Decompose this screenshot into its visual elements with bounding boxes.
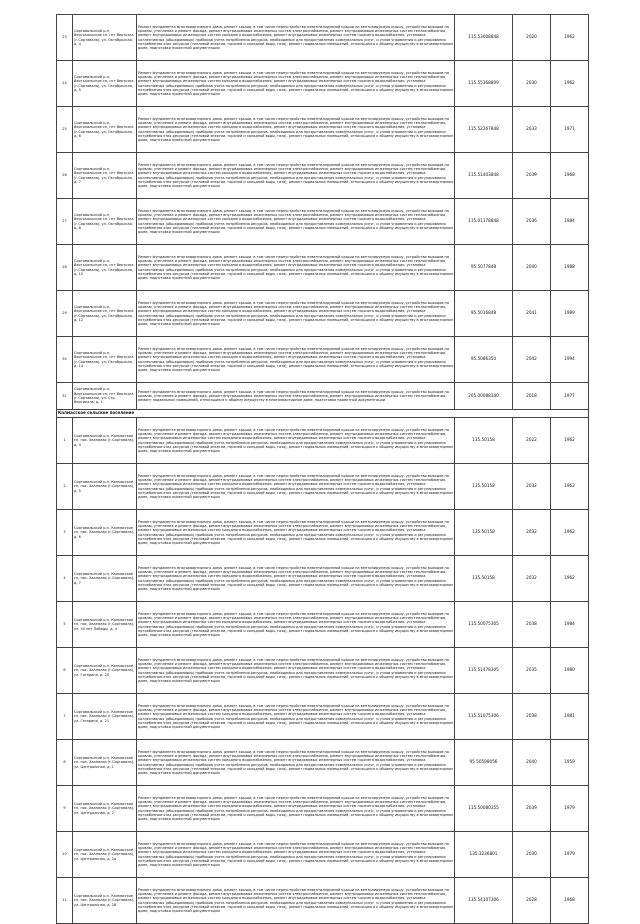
row-year-built: 1962 <box>551 556 589 602</box>
row-year-plan: 2030 <box>513 832 551 878</box>
row-number: 23 <box>57 15 73 61</box>
row-number: 8 <box>57 740 73 786</box>
row-year-built: 1988 <box>551 245 589 291</box>
row-address: Сортавальский р-н, Вертькальское сп, пгт Вертьяга (г.Сортавала), ул. Октябрьская, д. 4 <box>73 15 137 61</box>
row-year-built: 1977 <box>551 383 589 410</box>
table-body-kalmas <box>57 418 589 924</box>
row-code: 205.00088340 <box>455 383 513 410</box>
row-code: 115.50080355 <box>455 786 513 832</box>
row-year-plan: 2033 <box>513 107 551 153</box>
row-address: Сортавальский р-н, Вертькальское сп, пгт Вертьяга (г.Сортавала), ул. Октябрьская, д. 6 <box>73 107 137 153</box>
section-header <box>57 410 589 418</box>
row-work-description: Ремонт фундамента многоквартирного дома, ремонт крыши, в том числе переустройство невентилируемой крыши на вентилируемую крышу, устройство выходов на кровлю, утепление и ремонт фасада, ремонт внутридомовых инженерных систем электроснабжения, ремонт внутридомовых инженерных систем теплоснабжения, ремонт внутридомовых инженерных систем холодного водоснабжения, ремонт внутридомовых инженерных систем горячего водоснабжения, установка коллективных (общедомовых) приборов учета потребления ресурсов, необходимых для предоставления коммунальных услуг, и узлов управления и регулирования потребления этих ресурсов (тепловой энергии, горячей и холодной воды, газа), ремонт подвальных помещений, относящихся к общему имуществу в многоквартирном доме, подготовка проектной документации <box>137 464 455 510</box>
row-year-plan: 2020 <box>513 15 551 61</box>
row-number: 11 <box>57 878 73 924</box>
row-address: Сортавальский р-н, Вертькальское сп, пгт Вертьяга (г.Сортавала), ул. Октябрьская, д. 10 <box>73 245 137 291</box>
row-number: 24 <box>57 61 73 107</box>
row-code: 115.01178848 <box>455 199 513 245</box>
row-number: 4 <box>57 556 73 602</box>
row-code: 135.50158 <box>455 510 513 556</box>
row-address: Сортавальский р-н, Вертькальское сп, пгт Вертьяга (г.Сортавала), ул. Октябрьская, д. 14 <box>73 337 137 383</box>
row-year-plan: 2038 <box>513 602 551 648</box>
row-work-description: Ремонт фундамента многоквартирного дома, ремонт крыши, в том числе переустройство невентилируемой крыши на вентилируемую крышу, устройство выходов на кровлю, утепление и ремонт фасада, ремонт внутридомовых инженерных систем электроснабжения, ремонт внутридомовых инженерных систем теплоснабжения, ремонт внутридомовых инженерных систем холодного водоснабжения, ремонт внутридомовых инженерных систем горячего водоснабжения, установка коллективных (общедомовых) приборов учета потребления ресурсов, необходимых для предоставления коммунальных услуг, и узлов управления и регулирования потребления этих ресурсов (тепловой энергии, горячей и холодной воды, газа), ремонт подвальных помещений, относящихся к общему имуществу в многоквартирном доме, подготовка проектной документации <box>137 740 455 786</box>
row-year-built: 1994 <box>551 337 589 383</box>
row-year-built: 1962 <box>551 61 589 107</box>
row-address: Сортавальский р-н, Калмасское сп, пос. Хаапалао (г.Сортавала), ул. Центральная, д. 2б <box>73 878 137 924</box>
row-year-built: 1959 <box>551 740 589 786</box>
row-code: 95.5077848 <box>455 245 513 291</box>
table-row <box>57 694 589 740</box>
row-address: Сортавальский р-н, Калмасское сп, пос. Хаапалао (г.Сортавала), ул. Центральная, д. 1 <box>73 740 137 786</box>
row-work-description: Ремонт фундамента многоквартирного дома, ремонт крыши, в том числе переустройство невентилируемой крыши на вентилируемую крышу, устройство выходов на кровлю, утепление и ремонт фасада, ремонт внутридомовых инженерных систем электроснабжения, ремонт внутридомовых инженерных систем теплоснабжения, ремонт внутридомовых инженерных систем холодного водоснабжения, ремонт внутридомовых инженерных систем горячего водоснабжения, установка коллективных (общедомовых) приборов учета потребления ресурсов, необходимых для предоставления коммунальных услуг, и узлов управления и регулирования потребления этих ресурсов (тепловой энергии, горячей и холодной воды, газа), ремонт подвальных помещений, относящихся к общему имуществу в многоквартирном доме, подготовка проектной документации <box>137 418 455 464</box>
row-year-plan: 2039 <box>513 153 551 199</box>
row-year-built: 1981 <box>551 694 589 740</box>
row-code: 135.50158 <box>455 418 513 464</box>
row-work-description: Ремонт фундамента многоквартирного дома, ремонт крыши, в том числе переустройство невентилируемой крыши на вентилируемую крышу, устройство выходов на кровлю, утепление и ремонт фасада, ремонт внутридомовых инженерных систем электроснабжения, ремонт внутридомовых инженерных систем теплоснабжения, ремонт внутридомовых инженерных систем холодного водоснабжения, ремонт внутридомовых инженерных систем горячего водоснабжения, установка коллективных (общедомовых) приборов учета потребления ресурсов, необходимых для предоставления коммунальных услуг, и узлов управления и регулирования потребления этих ресурсов (тепловой энергии, горячей и холодной воды, газа), ремонт подвальных помещений, относящихся к общему имуществу в многоквартирном доме, подготовка проектной документации <box>137 337 455 383</box>
table-row <box>57 556 589 602</box>
table-row <box>57 740 589 786</box>
row-number: 6 <box>57 648 73 694</box>
row-year-plan: 2040 <box>513 245 551 291</box>
row-work-description: Ремонт фундамента многоквартирного дома, ремонт крыши, в том числе переустройство невентилируемой крыши на вентилируемую крышу, устройство выходов на кровлю, утепление и ремонт фасада, ремонт внутридомовых инженерных систем электроснабжения, ремонт внутридомовых инженерных систем теплоснабжения, ремонт подвальных помещений, относящихся к общему имуществу в многоквартирном доме, подготовка проектной документации <box>137 383 455 410</box>
row-address: Сортавальский р-н, Калмасское сп, пос. Хаапалао (г.Сортавала), д. 5 <box>73 464 137 510</box>
row-code: 115.53008848 <box>455 15 513 61</box>
table-row <box>57 245 589 291</box>
row-year-plan: 2030 <box>513 61 551 107</box>
row-year-plan: 2038 <box>513 694 551 740</box>
row-year-built: 1968 <box>551 153 589 199</box>
row-work-description: Ремонт фундамента многоквартирного дома, ремонт крыши, в том числе переустройство невентилируемой крыши на вентилируемую крышу, устройство выходов на кровлю, утепление и ремонт фасада, ремонт внутридомовых инженерных систем электроснабжения, ремонт внутридомовых инженерных систем теплоснабжения, ремонт внутридомовых инженерных систем холодного водоснабжения, ремонт внутридомовых инженерных систем горячего водоснабжения, установка коллективных (общедомовых) приборов учета потребления ресурсов, необходимых для предоставления коммунальных услуг, и узлов управления и регулирования потребления этих ресурсов (тепловой энергии, горячей и холодной воды, газа), ремонт подвальных помещений, относящихся к общему имуществу в многоквартирном доме, подготовка проектной документации <box>137 602 455 648</box>
row-address: Сортавальский р-н, Вертькальское сп, пгт Вертьяга (г.Сортавала), ул. Октябрьская, д. 8 <box>73 199 137 245</box>
table-row <box>57 464 589 510</box>
row-work-description: Ремонт фундамента многоквартирного дома, ремонт крыши, в том числе переустройство невентилируемой крыши на вентилируемую крышу, устройство выходов на кровлю, утепление и ремонт фасада, ремонт внутридомовых инженерных систем электроснабжения, ремонт внутридомовых инженерных систем теплоснабжения, ремонт внутридомовых инженерных систем холодного водоснабжения, ремонт внутридомовых инженерных систем горячего водоснабжения, установка коллективных (общедомовых) приборов учета потребления ресурсов, необходимых для предоставления коммунальных услуг, и узлов управления и регулирования потребления этих ресурсов (тепловой энергии, горячей и холодной воды, газа), ремонт подвальных помещений, относящихся к общему имуществу в многоквартирном доме, подготовка проектной документации <box>137 245 455 291</box>
row-code: 135.54107306 <box>455 878 513 924</box>
table-row <box>57 15 589 61</box>
row-year-built: 1962 <box>551 15 589 61</box>
row-code: 115.55368809 <box>455 61 513 107</box>
row-year-built: 1971 <box>551 107 589 153</box>
row-address: Сортавальский р-н, Калмасское сп, пос. Хаапалао (г.Сортавала), ул. Центральная, д. 2 <box>73 786 137 832</box>
row-year-plan: 2041 <box>513 291 551 337</box>
row-address: Сортавальский р-н, Калмасское сп, пос. Хаапалао (г.Сортавала), ул. Гагарина, д. 21 <box>73 694 137 740</box>
row-year-plan: 2039 <box>513 786 551 832</box>
row-year-built: 1984 <box>551 199 589 245</box>
table-body-vertyaga <box>57 15 589 410</box>
row-address: Сортавальский р-н, Калмасское сп, пос. Хаапалао (г.Сортавала), д. 6 <box>73 510 137 556</box>
row-work-description: Ремонт фундамента многоквартирного дома, ремонт крыши, в том числе переустройство невентилируемой крыши на вентилируемую крышу, устройство выходов на кровлю, утепление и ремонт фасада, ремонт внутридомовых инженерных систем электроснабжения, ремонт внутридомовых инженерных систем теплоснабжения, ремонт внутридомовых инженерных систем холодного водоснабжения, ремонт внутридомовых инженерных систем горячего водоснабжения, установка коллективных (общедомовых) приборов учета потребления ресурсов, необходимых для предоставления коммунальных услуг, и узлов управления и регулирования потребления этих ресурсов (тепловой энергии, горячей и холодной воды, газа), ремонт подвальных помещений, относящихся к общему имуществу в многоквартирном доме, подготовка проектной документации <box>137 648 455 694</box>
row-year-built: 1979 <box>551 832 589 878</box>
table-row <box>57 648 589 694</box>
table-row <box>57 337 589 383</box>
row-year-built: 1962 <box>551 510 589 556</box>
row-address: Сортавальский р-н, Калмасское сп, пос. Хаапалао (г.Сортавала), ул. 40 лет Победы, д. 4 <box>73 602 137 648</box>
row-year-built: 1984 <box>551 602 589 648</box>
row-number: 10 <box>57 832 73 878</box>
capital-repair-table <box>56 14 589 924</box>
row-work-description: Ремонт фундамента многоквартирного дома, ремонт крыши, в том числе переустройство невентилируемой крыши на вентилируемую крышу, устройство выходов на кровлю, утепление и ремонт фасада, ремонт внутридомовых инженерных систем электроснабжения, ремонт внутридомовых инженерных систем теплоснабжения, ремонт внутридомовых инженерных систем холодного водоснабжения, ремонт внутридомовых инженерных систем горячего водоснабжения, установка коллективных (общедомовых) приборов учета потребления ресурсов, необходимых для предоставления коммунальных услуг, и узлов управления и регулирования потребления этих ресурсов (тепловой энергии, горячей и холодной воды, газа), ремонт подвальных помещений, относящихся к общему имуществу в многоквартирном доме, подготовка проектной документации <box>137 694 455 740</box>
row-number: 2 <box>57 464 73 510</box>
row-work-description: Ремонт фундамента многоквартирного дома, ремонт крыши, в том числе переустройство невентилируемой крыши на вентилируемую крышу, устройство выходов на кровлю, утепление и ремонт фасада, ремонт внутридомовых инженерных систем электроснабжения, ремонт внутридомовых инженерных систем теплоснабжения, ремонт внутридомовых инженерных систем холодного водоснабжения, ремонт внутридомовых инженерных систем горячего водоснабжения, установка коллективных (общедомовых) приборов учета потребления ресурсов, необходимых для предоставления коммунальных услуг, и узлов управления и регулирования потребления этих ресурсов (тепловой энергии, горячей и холодной воды, газа), ремонт подвальных помещений, относящихся к общему имуществу в многоквартирном доме, подготовка проектной документации <box>137 15 455 61</box>
row-address: Сортавальский р-н, Калмасское сп, пос. Хаапалао (г.Сортавала), д. 4 <box>73 418 137 464</box>
table-row <box>57 61 589 107</box>
table-row <box>57 107 589 153</box>
row-work-description: Ремонт фундамента многоквартирного дома, ремонт крыши, в том числе переустройство невентилируемой крыши на вентилируемую крышу, устройство выходов на кровлю, утепление и ремонт фасада, ремонт внутридомовых инженерных систем электроснабжения, ремонт внутридомовых инженерных систем теплоснабжения, ремонт внутридомовых инженерных систем холодного водоснабжения, ремонт внутридомовых инженерных систем горячего водоснабжения, установка коллективных (общедомовых) приборов учета потребления ресурсов, необходимых для предоставления коммунальных услуг, и узлов управления и регулирования потребления этих ресурсов (тепловой энергии, горячей и холодной воды, газа), ремонт подвальных помещений, относящихся к общему имуществу в многоквартирном доме, подготовка проектной документации <box>137 878 455 924</box>
row-address: Сортавальский р-н, Вертькальское сп, пгт Вертьяга (г.Сортавала), ул. Октябрьская, д. 7 <box>73 153 137 199</box>
table-row <box>57 510 589 556</box>
row-code: 115.51403848 <box>455 153 513 199</box>
row-number: 3 <box>57 510 73 556</box>
row-work-description: Ремонт фундамента многоквартирного дома, ремонт крыши, в том числе переустройство невентилируемой крыши на вентилируемую крышу, устройство выходов на кровлю, утепление и ремонт фасада, ремонт внутридомовых инженерных систем электроснабжения, ремонт внутридомовых инженерных систем теплоснабжения, ремонт внутридомовых инженерных систем холодного водоснабжения, ремонт внутридомовых инженерных систем горячего водоснабжения, установка коллективных (общедомовых) приборов учета потребления ресурсов, необходимых для предоставления коммунальных услуг, и узлов управления и регулирования потребления этих ресурсов (тепловой энергии, горячей и холодной воды, газа), ремонт подвальных помещений, относящихся к общему имуществу в многоквартирном доме, подготовка проектной документации <box>137 61 455 107</box>
row-year-built: 1962 <box>551 418 589 464</box>
row-code: 95.50598056 <box>455 740 513 786</box>
row-number: 5 <box>57 602 73 648</box>
row-number: 29 <box>57 291 73 337</box>
row-number: 7 <box>57 694 73 740</box>
row-code: 115.51478305 <box>455 648 513 694</box>
row-code: 115.52267848 <box>455 107 513 153</box>
row-work-description: Ремонт фундамента многоквартирного дома, ремонт крыши, в том числе переустройство невентилируемой крыши на вентилируемую крышу, устройство выходов на кровлю, утепление и ремонт фасада, ремонт внутридомовых инженерных систем электроснабжения, ремонт внутридомовых инженерных систем теплоснабжения, ремонт внутридомовых инженерных систем холодного водоснабжения, ремонт внутридомовых инженерных систем горячего водоснабжения, установка коллективных (общедомовых) приборов учета потребления ресурсов, необходимых для предоставления коммунальных услуг, и узлов управления и регулирования потребления этих ресурсов (тепловой энергии, горячей и холодной воды, газа), ремонт подвальных помещений, относящихся к общему имуществу в многоквартирном доме, подготовка проектной документации <box>137 291 455 337</box>
table-row <box>57 383 589 410</box>
row-work-description: Ремонт фундамента многоквартирного дома, ремонт крыши, в том числе переустройство невентилируемой крыши на вентилируемую крышу, устройство выходов на кровлю, утепление и ремонт фасада, ремонт внутридомовых инженерных систем электроснабжения, ремонт внутридомовых инженерных систем теплоснабжения, ремонт внутридомовых инженерных систем холодного водоснабжения, ремонт внутридомовых инженерных систем горячего водоснабжения, установка коллективных (общедомовых) приборов учета потребления ресурсов, необходимых для предоставления коммунальных услуг, и узлов управления и регулирования потребления этих ресурсов (тепловой энергии, горячей и холодной воды, газа), ремонт подвальных помещений, относящихся к общему имуществу в многоквартирном доме, подготовка проектной документации <box>137 786 455 832</box>
table-row <box>57 832 589 878</box>
row-work-description: Ремонт фундамента многоквартирного дома, ремонт крыши, в том числе переустройство невентилируемой крыши на вентилируемую крышу, устройство выходов на кровлю, утепление и ремонт фасада, ремонт внутридомовых инженерных систем электроснабжения, ремонт внутридомовых инженерных систем теплоснабжения, ремонт внутридомовых инженерных систем холодного водоснабжения, ремонт внутридомовых инженерных систем горячего водоснабжения, установка коллективных (общедомовых) приборов учета потребления ресурсов, необходимых для предоставления коммунальных услуг, и узлов управления и регулирования потребления этих ресурсов (тепловой энергии, горячей и холодной воды, газа), ремонт подвальных помещений, относящихся к общему имуществу в многоквартирном доме, подготовка проектной документации <box>137 153 455 199</box>
row-work-description: Ремонт фундамента многоквартирного дома, ремонт крыши, в том числе переустройство невентилируемой крыши на вентилируемую крышу, устройство выходов на кровлю, утепление и ремонт фасада, ремонт внутридомовых инженерных систем электроснабжения, ремонт внутридомовых инженерных систем теплоснабжения, ремонт внутридомовых инженерных систем холодного водоснабжения, ремонт внутридомовых инженерных систем горячего водоснабжения, установка коллективных (общедомовых) приборов учета потребления ресурсов, необходимых для предоставления коммунальных услуг, и узлов управления и регулирования потребления этих ресурсов (тепловой энергии, горячей и холодной воды, газа), ремонт подвальных помещений, относящихся к общему имуществу в многоквартирном доме, подготовка проектной документации <box>137 832 455 878</box>
row-code: 115.50075305 <box>455 602 513 648</box>
row-work-description: Ремонт фундамента многоквартирного дома, ремонт крыши, в том числе переустройство невентилируемой крыши на вентилируемую крышу, устройство выходов на кровлю, утепление и ремонт фасада, ремонт внутридомовых инженерных систем электроснабжения, ремонт внутридомовых инженерных систем теплоснабжения, ремонт внутридомовых инженерных систем холодного водоснабжения, ремонт внутридомовых инженерных систем горячего водоснабжения, установка коллективных (общедомовых) приборов учета потребления ресурсов, необходимых для предоставления коммунальных услуг, и узлов управления и регулирования потребления этих ресурсов (тепловой энергии, горячей и холодной воды, газа), ремонт подвальных помещений, относящихся к общему имуществу в многоквартирном доме, подготовка проектной документации <box>137 107 455 153</box>
row-code: 135.50158 <box>455 556 513 602</box>
table-row <box>57 153 589 199</box>
section-title: Калмасское сельское поселение <box>57 410 589 418</box>
row-year-plan: 2042 <box>513 337 551 383</box>
row-address: Сортавальский р-н, Вертькальское сп, пгт Вертьяга (г.Сортавала), ул. Стр. Вертикаль, д. 1 <box>73 383 137 410</box>
row-address: Сортавальский р-н, Калмасское сп, пос. Хаапалао (г.Сортавала), ул. Центральная, д. 2а <box>73 832 137 878</box>
row-work-description: Ремонт фундамента многоквартирного дома, ремонт крыши, в том числе переустройство невентилируемой крыши на вентилируемую крышу, устройство выходов на кровлю, утепление и ремонт фасада, ремонт внутридомовых инженерных систем электроснабжения, ремонт внутридомовых инженерных систем теплоснабжения, ремонт внутридомовых инженерных систем холодного водоснабжения, ремонт внутридомовых инженерных систем горячего водоснабжения, установка коллективных (общедомовых) приборов учета потребления ресурсов, необходимых для предоставления коммунальных услуг, и узлов управления и регулирования потребления этих ресурсов (тепловой энергии, горячей и холодной воды, газа), ремонт подвальных помещений, относящихся к общему имуществу в многоквартирном доме, подготовка проектной документации <box>137 199 455 245</box>
table-row <box>57 602 589 648</box>
row-number: 25 <box>57 107 73 153</box>
row-code: 135.3236801 <box>455 832 513 878</box>
row-year-built: 1980 <box>551 648 589 694</box>
row-address: Сортавальский р-н, Калмасское сп, пос. Хаапалао (г.Сортавала), ул. Гагарина, д. 20 <box>73 648 137 694</box>
row-year-plan: 2028 <box>513 878 551 924</box>
row-year-built: 1968 <box>551 878 589 924</box>
row-address: Сортавальский р-н, Калмасское сп, пос. Хаапалао (г.Сортавала), д. 7 <box>73 556 137 602</box>
row-code: 135.50158 <box>455 464 513 510</box>
table-row <box>57 418 589 464</box>
row-address: Сортавальский р-н, Вертькальское сп, пгт Вертьяга (г.Сортавала), ул. Октябрьская, д. 5 <box>73 61 137 107</box>
row-year-plan: 2035 <box>513 648 551 694</box>
row-year-built: 1979 <box>551 786 589 832</box>
table-row <box>57 786 589 832</box>
table-row <box>57 199 589 245</box>
row-number: 9 <box>57 786 73 832</box>
row-number: 28 <box>57 245 73 291</box>
row-number: 30 <box>57 337 73 383</box>
row-code: 95.5016848 <box>455 291 513 337</box>
row-year-built: 1989 <box>551 291 589 337</box>
table-row <box>57 291 589 337</box>
row-year-plan: 2036 <box>513 199 551 245</box>
row-year-plan: 2032 <box>513 464 551 510</box>
row-code: 95.5086350 <box>455 337 513 383</box>
row-year-plan: 2022 <box>513 418 551 464</box>
row-year-plan: 2040 <box>513 740 551 786</box>
row-year-plan: 2018 <box>513 383 551 410</box>
row-number: 1 <box>57 418 73 464</box>
row-year-plan: 2032 <box>513 510 551 556</box>
row-number: 27 <box>57 199 73 245</box>
row-work-description: Ремонт фундамента многоквартирного дома, ремонт крыши, в том числе переустройство невентилируемой крыши на вентилируемую крышу, устройство выходов на кровлю, утепление и ремонт фасада, ремонт внутридомовых инженерных систем электроснабжения, ремонт внутридомовых инженерных систем теплоснабжения, ремонт внутридомовых инженерных систем холодного водоснабжения, ремонт внутридомовых инженерных систем горячего водоснабжения, установка коллективных (общедомовых) приборов учета потребления ресурсов, необходимых для предоставления коммунальных услуг, и узлов управления и регулирования потребления этих ресурсов (тепловой энергии, горячей и холодной воды, газа), ремонт подвальных помещений, относящихся к общему имуществу в многоквартирном доме, подготовка проектной документации <box>137 510 455 556</box>
table-row <box>57 878 589 924</box>
row-code: 115.51075306 <box>455 694 513 740</box>
row-year-plan: 2032 <box>513 556 551 602</box>
row-number: 31 <box>57 383 73 410</box>
row-work-description: Ремонт фундамента многоквартирного дома, ремонт крыши, в том числе переустройство невентилируемой крыши на вентилируемую крышу, устройство выходов на кровлю, утепление и ремонт фасада, ремонт внутридомовых инженерных систем электроснабжения, ремонт внутридомовых инженерных систем теплоснабжения, ремонт внутридомовых инженерных систем холодного водоснабжения, ремонт внутридомовых инженерных систем горячего водоснабжения, установка коллективных (общедомовых) приборов учета потребления ресурсов, необходимых для предоставления коммунальных услуг, и узлов управления и регулирования потребления этих ресурсов (тепловой энергии, горячей и холодной воды, газа), ремонт подвальных помещений, относящихся к общему имуществу в многоквартирном доме, подготовка проектной документации <box>137 556 455 602</box>
row-address: Сортавальский р-н, Вертькальское сп, пгт Вертьяга (г.Сортавала), ул. Октябрьская, д. 12 <box>73 291 137 337</box>
row-number: 26 <box>57 153 73 199</box>
row-year-built: 1962 <box>551 464 589 510</box>
